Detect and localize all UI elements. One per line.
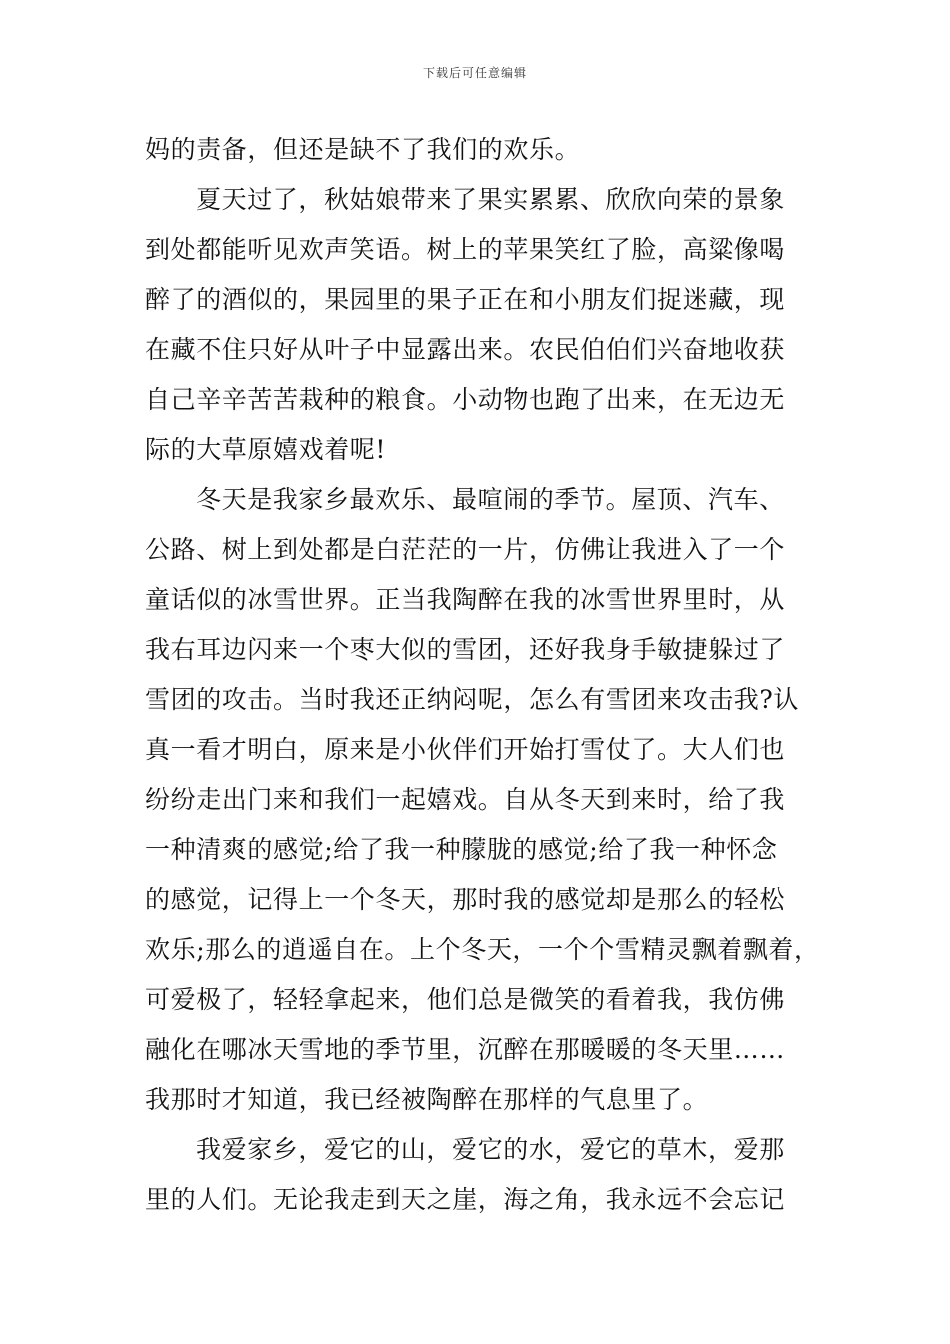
text-line: 童话似的冰雪世界。正当我陶醉在我的冰雪世界里时，从 bbox=[145, 585, 786, 614]
text-line: 妈的责备，但还是缺不了我们的欢乐。 bbox=[145, 135, 581, 164]
text-line: 际的大草原嬉戏着呢! bbox=[145, 435, 387, 464]
text-line: 融化在哪冰天雪地的季节里，沉醉在那暖暖的冬天里…… bbox=[145, 1035, 786, 1064]
text-line: 里的人们。无论我走到天之崖，海之角，我永远不会忘记 bbox=[145, 1185, 786, 1214]
text-line: 我那时才知道，我已经被陶醉在那样的气息里了。 bbox=[145, 1085, 709, 1114]
paragraph-2 bbox=[145, 175, 809, 475]
text-line: 公路、树上到处都是白茫茫的一片，仿佛让我进入了一个 bbox=[145, 535, 786, 564]
page-header: 下载后可任意编辑 bbox=[422, 66, 527, 80]
text-line: 在藏不住只好从叶子中显露出来。农民伯伯们兴奋地收获 bbox=[145, 335, 786, 364]
text-line: 醉了的酒似的，果园里的果子正在和小朋友们捉迷藏，现 bbox=[145, 285, 786, 314]
text-line: 我右耳边闪来一个枣大似的雪团，还好我身手敏捷躲过了 bbox=[145, 635, 786, 664]
text-line: 欢乐;那么的逍遥自在。上个冬天，一个个雪精灵飘着飘着， bbox=[145, 935, 820, 964]
text-line: 真一看才明白，原来是小伙伴们开始打雪仗了。大人们也 bbox=[145, 735, 786, 764]
text-line: 冬天是我家乡最欢乐、最喧闹的季节。屋顶、汽车、 bbox=[196, 485, 785, 514]
text-line: 自己辛辛苦苦栽种的粮食。小动物也跑了出来，在无边无 bbox=[145, 385, 786, 414]
text-line: 一种清爽的感觉;给了我一种朦胧的感觉;给了我一种怀念 bbox=[145, 835, 778, 864]
text-line: 纷纷走出门来和我们一起嬉戏。自从冬天到来时，给了我 bbox=[145, 785, 786, 814]
text-line: 我爱家乡，爱它的山，爱它的水，爱它的草木，爱那 bbox=[196, 1135, 785, 1164]
paragraph-4 bbox=[145, 1125, 809, 1225]
text-line: 雪团的攻击。当时我还正纳闷呢，怎么有雪团来攻击我?认 bbox=[145, 685, 800, 714]
text-line: 到处都能听见欢声笑语。树上的苹果笑红了脸，高粱像喝 bbox=[145, 235, 786, 264]
text-line: 可爱极了，轻轻拿起来，他们总是微笑的看着我，我仿佛 bbox=[145, 985, 786, 1014]
text-line: 的感觉，记得上一个冬天，那时我的感觉却是那么的轻松 bbox=[145, 885, 786, 914]
paragraph-3 bbox=[145, 475, 820, 1125]
text-line: 夏天过了，秋姑娘带来了果实累累、欣欣向荣的景象 bbox=[196, 185, 785, 214]
paragraph-1 bbox=[145, 125, 809, 175]
document-body bbox=[145, 125, 820, 1225]
